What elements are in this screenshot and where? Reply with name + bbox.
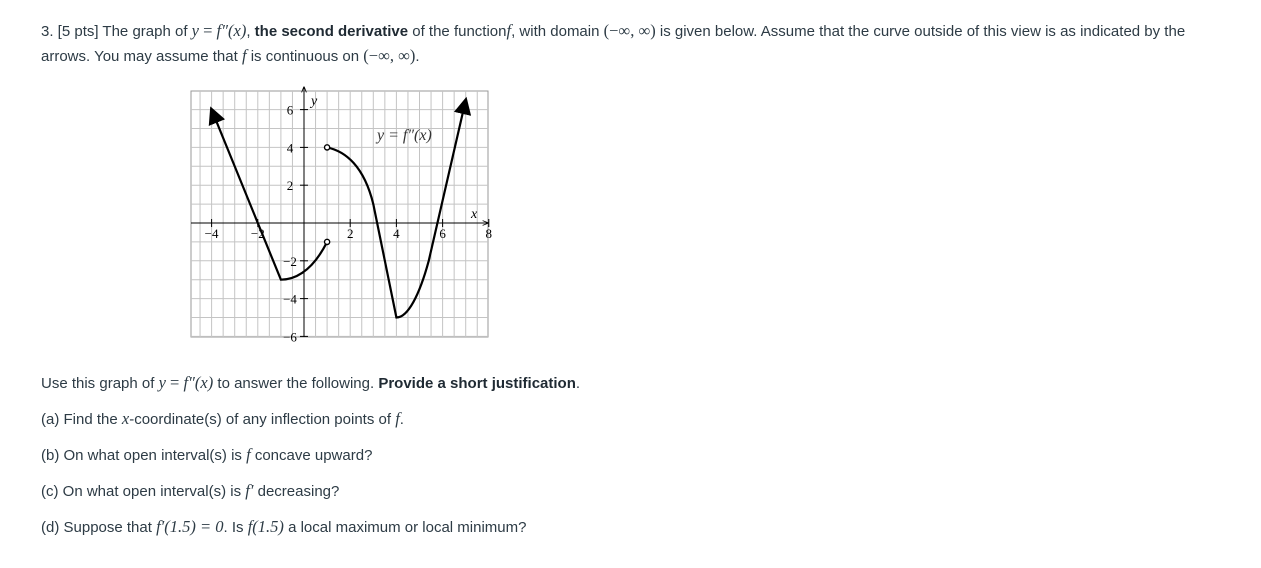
use-eq: = (165, 373, 184, 392)
intro-fpp: f″(x) (216, 21, 247, 40)
intro-bold: the second derivative (254, 23, 409, 40)
intro-domain2: (−∞, ∞) (363, 46, 416, 65)
intro-comma: , (246, 23, 255, 40)
x-tick-label: 2 (346, 226, 354, 241)
question-intro (41, 19, 1231, 69)
d-math2: f(1.5) (247, 517, 284, 536)
use-bold: Provide a short justification (378, 375, 576, 392)
d-end: a local maximum or local minimum? (283, 519, 527, 536)
open-circle-right-start (325, 145, 330, 150)
x-axis-label: x (471, 207, 478, 222)
use-y: y (158, 373, 166, 392)
curve-label: y = f″(x) (377, 127, 432, 144)
question-c (41, 481, 339, 501)
d-mid: . Is (223, 519, 248, 536)
open-circle-left-end (325, 239, 330, 244)
intro-f: f (506, 21, 512, 40)
y-tick-label: 2 (286, 178, 294, 194)
x-tick-label: 8 (485, 226, 493, 241)
intro-lead: 3. [5 pts] The graph of (41, 23, 192, 40)
a-end: . (399, 411, 404, 428)
y-tick-label: 4 (286, 140, 294, 156)
y-tick-label: −2 (283, 253, 297, 269)
intro-rest1: of the function (408, 23, 507, 40)
intro-rest3: is given below. Assume that the curve outside of this view is as indicated by the arrows. You may assume that (41, 23, 1186, 65)
question-d (41, 517, 526, 537)
c-lead: (c) On what open interval(s) is (41, 483, 246, 500)
use-end: . (575, 375, 581, 392)
x-tick-label: −4 (204, 226, 219, 241)
a-x: x (121, 409, 130, 428)
y-tick-label: −4 (283, 291, 297, 307)
use-math: f″(x) (183, 373, 214, 392)
intro-domain: (−∞, ∞) (603, 21, 656, 40)
use-instruction (41, 373, 580, 393)
intro-eq: = (198, 21, 217, 40)
d-math: f′(1.5) = 0 (156, 517, 224, 536)
y-axis-label: y (311, 94, 318, 109)
x-tick-label: −2 (250, 226, 265, 241)
x-tick-label: 4 (393, 226, 400, 241)
intro-rest2: , with domain (511, 23, 604, 40)
y-tick-label: 6 (286, 102, 294, 118)
question-b (41, 445, 372, 465)
a-mid: -coordinate(s) of any inflection points of (129, 411, 396, 428)
graph-frame (191, 91, 488, 337)
second-derivative-graph (185, 84, 495, 346)
y-tick-label: −6 (283, 329, 297, 345)
a-lead: (a) Find the (41, 411, 122, 428)
d-lead: (d) Suppose that (41, 519, 157, 536)
c-end: decreasing? (253, 483, 340, 500)
intro-f2: f (241, 46, 247, 65)
a-f: f (395, 409, 400, 428)
b-end: concave upward? (250, 447, 373, 464)
intro-rest4: is continuous on (246, 48, 364, 65)
use-mid: to answer the following. (213, 375, 379, 392)
use-lead: Use this graph of (41, 375, 159, 392)
c-f: f′ (245, 481, 254, 500)
intro-period: . (415, 48, 420, 65)
b-f: f (246, 445, 251, 464)
b-lead: (b) On what open interval(s) is (41, 447, 247, 464)
question-a (41, 409, 404, 429)
x-tick-label: 6 (439, 226, 446, 241)
intro-y: y (191, 21, 199, 40)
